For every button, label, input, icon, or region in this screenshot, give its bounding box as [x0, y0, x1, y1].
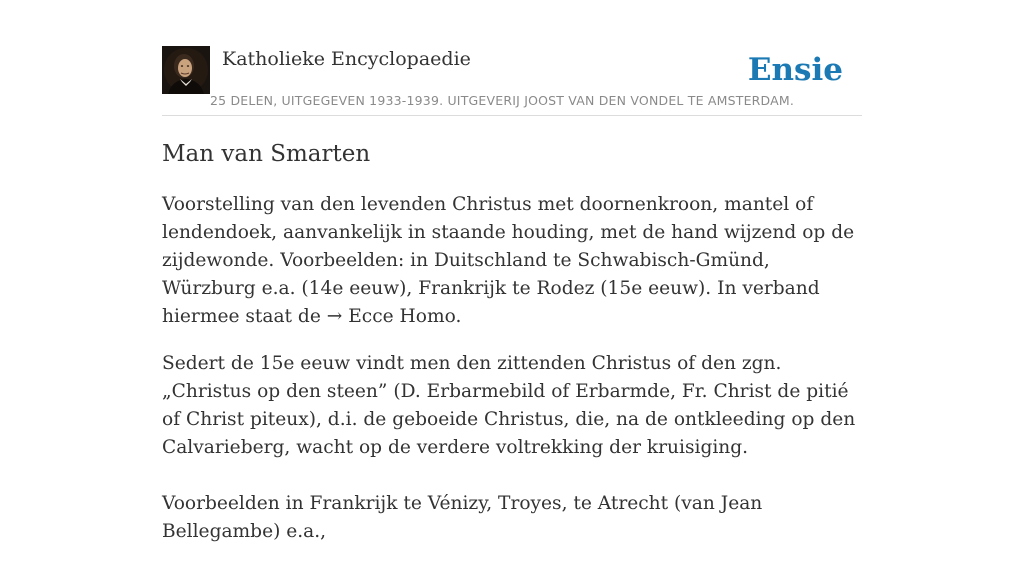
site-header	[162, 46, 862, 116]
portrait-image	[162, 46, 210, 94]
article	[162, 139, 862, 565]
article-title: Man van Smarten	[162, 141, 371, 167]
publication-title[interactable]: Katholieke Encyclopaedie	[222, 48, 471, 70]
article-paragraph: Sedert de 15e eeuw vindt men den zittenden Christus of den zgn. „Christus op den steen” (D. Erbarmebild of Erbarmde, Fr. Christ de pitié of Christ piteux), d.i. de geboeide Christus, die, na de ontkleeding op den Calvarieberg, wacht op de verdere voltrekking der kruisiging.	[162, 353, 856, 458]
brand-logo-link[interactable]: Ensie	[747, 52, 843, 88]
publication-portrait-avatar[interactable]	[162, 46, 210, 94]
article-paragraph: Voorstelling van den levenden Christus met doornenkroon, mantel of lendendoek, aanvankelijk in staande houding, met de hand wijzend op de zijdewonde. Voorbeelden: in Duitschland te Schwabisch-Gmünd, Würzburg e.a. (14e eeuw), Frankrijk te Rodez (15e eeuw). In verband hiermee staat de → Ecce Homo.	[162, 194, 855, 327]
article-paragraph: Voorbeelden in Frankrijk te Vénizy, Troyes, te Atrecht (van Jean Bellegambe) e.a.,	[162, 493, 763, 542]
publication-subtitle: 25 DELEN, UITGEGEVEN 1933-1939. UITGEVERIJ JOOST VAN DEN VONDEL TE AMSTERDAM.	[210, 93, 795, 108]
